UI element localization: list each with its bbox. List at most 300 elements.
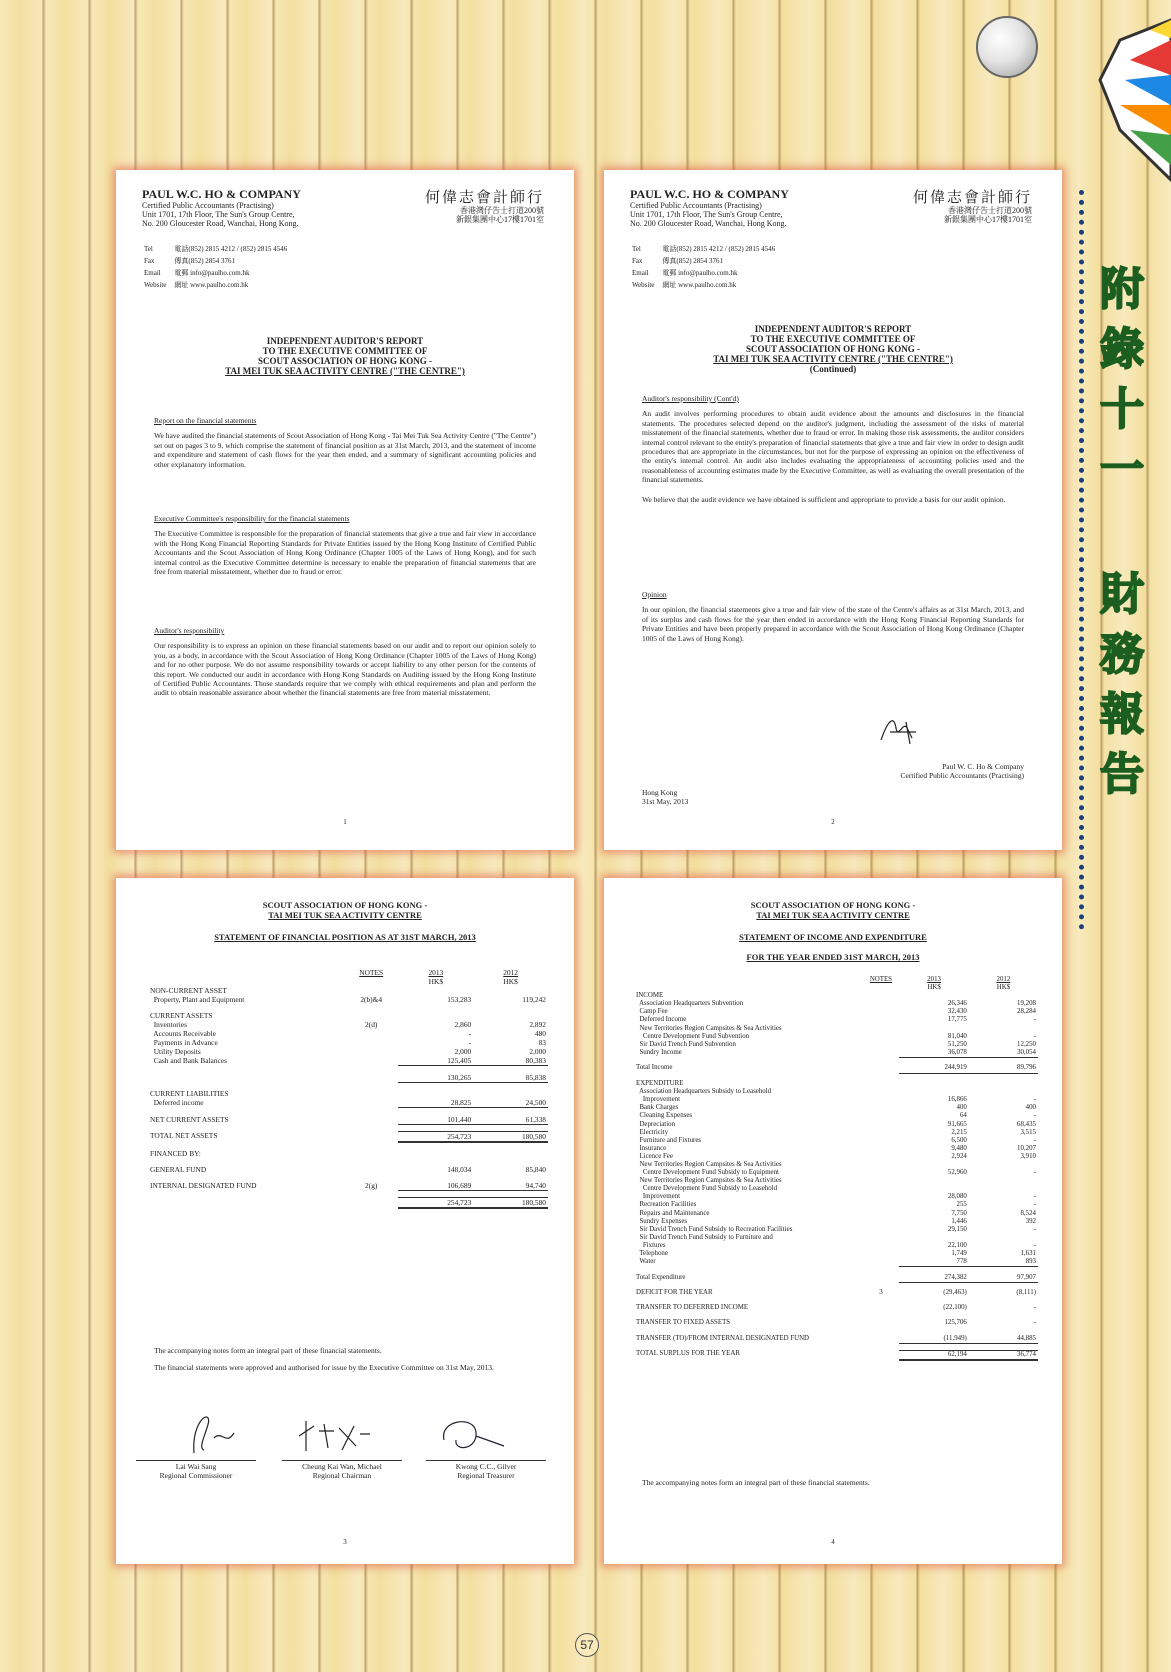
row-value-2012: -: [1033, 1225, 1036, 1233]
note-text: The accompanying notes form an integral part of these financial statements.: [642, 1478, 870, 1487]
table-row: [634, 1137, 1038, 1145]
dotted-divider: [1079, 190, 1084, 930]
row-value-2012: 180,580: [473, 1131, 548, 1142]
report-section: [642, 394, 1024, 504]
row-value-2013: 2,860: [454, 1020, 472, 1029]
row-label: [148, 1004, 344, 1011]
firm-cn-name: 何偉志會計師行: [912, 188, 1032, 206]
chairman-signature: [294, 1416, 374, 1456]
table-row: [148, 1098, 548, 1108]
signatory-name: Lai Wai Sang: [175, 1462, 217, 1471]
row-label: Recreation Facilities: [636, 1201, 697, 1209]
table-row: [634, 1289, 1038, 1297]
row-value-2012: [473, 1066, 548, 1073]
row-note: [344, 1142, 399, 1149]
row-value-2012: 1,631: [1020, 1250, 1036, 1257]
row-label: [634, 1312, 862, 1319]
row-value-2012: -: [1033, 1319, 1036, 1327]
row-value-2012: [969, 1328, 1038, 1335]
firm-name: PAUL W.C. HO & COMPANY: [142, 187, 301, 201]
row-label: Sundry Income: [636, 1048, 682, 1056]
row-value-2013: 125,405: [398, 1056, 473, 1066]
row-label: DEFICIT FOR THE YEAR: [636, 1289, 713, 1297]
row-value-2013: 9,480: [951, 1144, 967, 1152]
table-row: [148, 1190, 548, 1197]
table-row: [634, 1129, 1038, 1137]
table-row: [634, 1185, 1038, 1193]
row-value-2012: 119,242: [522, 995, 546, 1004]
col-2012: [473, 968, 548, 986]
row-label: [634, 1297, 862, 1304]
contact-label: Fax: [632, 257, 643, 265]
table-row: [634, 1057, 1038, 1064]
side-char: 一: [1100, 444, 1144, 495]
row-note: [862, 1242, 899, 1250]
row-value-2012: 12,250: [1017, 1040, 1036, 1048]
col-year: 2013: [428, 968, 444, 977]
row-value-2012: -: [1033, 1016, 1036, 1024]
row-value-2013: 106,689: [398, 1181, 473, 1191]
table-row: [634, 1226, 1038, 1234]
table-row: [634, 1343, 1038, 1350]
row-value-2013: 1,446: [951, 1217, 967, 1225]
row-note: [862, 1210, 899, 1218]
row-value-2012: [969, 1282, 1038, 1289]
row-label: FINANCED BY:: [150, 1148, 201, 1158]
row-value-2013: [398, 1011, 473, 1020]
row-value-2012: [969, 1234, 1038, 1242]
page-number: 4: [831, 1538, 835, 1546]
row-label: Cash and Bank Balances: [150, 1056, 227, 1065]
section-title: Report on the financial statements: [154, 416, 257, 425]
treasurer-signature: [434, 1410, 514, 1458]
row-label: TOTAL NET ASSETS: [150, 1131, 218, 1140]
row-label: TRANSFER TO FIXED ASSETS: [636, 1319, 731, 1327]
row-note: [862, 1201, 899, 1209]
table-row: [148, 1004, 548, 1011]
row-note: [862, 1258, 899, 1267]
table-row: [148, 1165, 548, 1174]
row-label: INCOME: [636, 992, 664, 1000]
table-row: [634, 1121, 1038, 1129]
row-value-2012: 28,284: [1017, 1008, 1036, 1016]
row-label: Centre Development Fund Subvention: [636, 1032, 750, 1040]
firm-line: No. 200 Gloucester Road, Wanchai, Hong Kong.: [630, 219, 787, 228]
row-value-2013: 26,346: [947, 1000, 967, 1008]
firm-line: Unit 1701, 17th Floor, The Sun's Group Centre,: [630, 210, 783, 219]
row-label: [634, 1057, 862, 1064]
row-label: [634, 1282, 862, 1289]
row-label: [148, 1174, 344, 1181]
table-row: [148, 1089, 548, 1098]
signatory-3: [426, 1460, 546, 1480]
row-note: [862, 1328, 899, 1335]
page-number: 2: [831, 818, 835, 826]
signatory-title: Regional Commissioner: [159, 1471, 233, 1480]
row-value-2012: 480: [534, 1029, 546, 1038]
report-section: [642, 590, 1024, 643]
row-label: TRANSFER (TO)/FROM INTERNAL DESIGNATED FUND: [636, 1334, 810, 1342]
row-value-2012: 80,383: [473, 1056, 548, 1066]
row-value-2012: [473, 1124, 548, 1131]
table-row: [634, 1016, 1038, 1024]
row-note: [862, 1312, 899, 1319]
heading-line: INDEPENDENT AUDITOR'S REPORT: [266, 336, 424, 346]
row-value-2012: [969, 1177, 1038, 1185]
row-label: Deferred Income: [636, 1016, 687, 1024]
row-label: TRANSFER TO DEFERRED INCOME: [636, 1304, 749, 1312]
row-value-2012: -: [1033, 1136, 1036, 1144]
row-label: [148, 1082, 344, 1089]
table-row: [634, 1177, 1038, 1185]
table-row: [634, 1088, 1038, 1096]
contact-label: Fax: [144, 257, 155, 265]
heading-line: SCOUT ASSOCIATION OF HONG KONG -: [745, 344, 921, 354]
row-value-2013: [398, 1149, 473, 1158]
row-value-2012: [473, 1011, 548, 1020]
row-note: [862, 1121, 899, 1129]
col-currency: HK$: [927, 984, 941, 992]
col-notes: NOTES: [359, 968, 384, 977]
row-value-2012: [969, 992, 1038, 1000]
row-note: 3: [879, 1289, 883, 1297]
row-value-2012: [473, 1190, 548, 1197]
heading-line: TAI MEI TUK SEA ACTIVITY CENTRE ("THE CENTRE"): [713, 354, 953, 364]
row-label: Centre Development Fund Subsidy to Leasehold: [636, 1185, 778, 1193]
row-label: Association Headquarters Subvention: [636, 1000, 744, 1008]
row-value-2012: 44,885: [969, 1335, 1038, 1344]
row-label: [148, 1190, 344, 1197]
row-value-2013: 28,080: [947, 1193, 967, 1201]
col-currency: HK$: [428, 977, 444, 986]
table-row: [148, 1038, 548, 1047]
row-note: [862, 1153, 899, 1161]
table-row: [634, 1193, 1038, 1201]
row-note: [862, 1064, 899, 1073]
row-note: [862, 1177, 899, 1185]
report-date: 31st May, 2013: [642, 797, 689, 806]
row-value-2012: 8,524: [1020, 1209, 1036, 1217]
table-row: [148, 1020, 548, 1029]
row-value-2012: 85,838: [473, 1073, 548, 1083]
row-value-2012: 97,907: [969, 1274, 1038, 1283]
table-row: [634, 1250, 1038, 1258]
row-value-2013: [899, 992, 969, 1000]
contact-label: Email: [632, 269, 649, 277]
table-row: [634, 1112, 1038, 1120]
row-value-2013: 1,749: [951, 1250, 967, 1257]
row-note: [862, 1193, 899, 1201]
table-row: [148, 1174, 548, 1181]
color-wheel-decoration: [1050, 0, 1171, 200]
section-text: In our opinion, the financial statements give a true and fair view of the state of the Centre's affairs as at 31st March, 2013, and of its surplus and cash flows for the year then ended in accordance with the Hong Kong Financial Reporting Standards for Private Entities and have been properly prepared in accordance with the Scout Association of Hong Kong Ordinance (Chapter 1005 of the Laws of Hong Kong).: [642, 605, 1024, 643]
side-char: 財: [1100, 569, 1144, 620]
table-row: [634, 1049, 1038, 1058]
row-label: Association Headquarters Subsidy to Leasehold: [636, 1088, 772, 1096]
side-char: 附: [1100, 264, 1144, 315]
row-label: Sir David Trench Fund Subsidy to Recreation Facilities: [636, 1225, 793, 1233]
heading-line: TO THE EXECUTIVE COMMITTEE OF: [750, 334, 916, 344]
row-value-2012: 3,515: [1020, 1128, 1036, 1136]
side-char: 告: [1100, 749, 1144, 800]
signer-title: Certified Public Accountants (Practising): [900, 771, 1024, 780]
row-note: [862, 1057, 899, 1064]
table-row: [634, 1041, 1038, 1049]
row-note: [344, 1089, 399, 1098]
table-row: [634, 1328, 1038, 1335]
row-value-2013: [398, 986, 473, 995]
col-2013: [398, 968, 473, 986]
contact-value: 電話(852) 2815 4212 / (852) 2815 4546: [662, 245, 776, 253]
table-row: [634, 1274, 1038, 1283]
col-year: 2012: [503, 968, 518, 977]
row-value-2013: [899, 1267, 969, 1274]
firm-cn-name: 何偉志會計師行: [424, 188, 544, 206]
note-text: The accompanying notes form an integral part of these financial statements.: [154, 1346, 382, 1355]
heading-line: SCOUT ASSOCIATION OF HONG KONG -: [262, 900, 428, 910]
row-note: [344, 1047, 399, 1056]
row-note: [344, 1066, 399, 1073]
note-text: The financial statements were approved and authorised for issue by the Executive Committee on 31st May, 2013.: [154, 1363, 494, 1373]
row-value-2013: 64: [959, 1112, 967, 1120]
report-section: [154, 514, 536, 576]
row-label: New Territories Region Campsites & Sea Activities: [636, 1177, 782, 1185]
row-label: Accounts Receivable: [150, 1029, 216, 1038]
firm-line: Certified Public Accountants (Practising): [630, 201, 762, 210]
table-row: [148, 1066, 548, 1073]
row-label: INTERNAL DESIGNATED FUND: [150, 1180, 257, 1190]
section-title: Executive Committee's responsibility for the financial statements: [154, 514, 350, 523]
row-note: [344, 1098, 399, 1108]
row-label: New Territories Region Campsites & Sea Activities: [636, 1024, 782, 1032]
row-value-2013: 2,000: [454, 1047, 472, 1056]
table-row: [634, 1153, 1038, 1161]
auditor-report-page-2: [604, 170, 1062, 850]
side-char: 錄: [1100, 324, 1144, 375]
row-value-2012: [969, 1297, 1038, 1304]
section-text: We believe that the audit evidence we have obtained is sufficient and appropriate to provide a basis for our audit opinion.: [642, 494, 1006, 504]
contact-value: 傳真(852) 2854 3761: [174, 257, 236, 265]
row-note: [862, 1000, 899, 1008]
col-2013: [899, 976, 969, 992]
contact-value: 網址 www.paulho.com.hk: [662, 281, 737, 289]
contact-label: Website: [632, 281, 655, 289]
row-value-2012: 2,000: [529, 1047, 546, 1056]
table-row: [634, 1161, 1038, 1169]
contact-value: 電郵 info@paulho.com.hk: [174, 269, 250, 277]
row-note: [862, 1025, 899, 1033]
section-title: Opinion: [642, 590, 667, 599]
row-label: Sundry Expenses: [636, 1217, 688, 1225]
row-value-2013: 28,825: [398, 1098, 473, 1108]
row-value-2012: -: [1033, 1304, 1036, 1312]
row-value-2012: [969, 1185, 1038, 1193]
signatory-name: Kwong C.C., Gilver: [455, 1462, 517, 1471]
row-value-2012: 10,207: [1017, 1144, 1036, 1152]
firm-cn-line: 新銀集團中心17樓1701室: [944, 215, 1032, 224]
row-note: [862, 1319, 899, 1327]
row-label: Electricity: [636, 1128, 669, 1136]
income-expenditure-page: [604, 878, 1062, 1564]
firm-cn-header: [913, 188, 1032, 224]
signatory-1: [136, 1460, 256, 1480]
heading-line: SCOUT ASSOCIATION OF HONG KONG -: [750, 900, 916, 910]
firm-contact: [630, 242, 783, 292]
statement-notes: [154, 1346, 536, 1373]
row-label: [148, 1073, 344, 1083]
row-value-2013: [899, 1297, 969, 1304]
section-text: We have audited the financial statements of Scout Association of Hong Kong - Tai Mei Tuk Sea Activity Centre ("The Centre") set out on pages 3 to 9, which comprise the statement of financial position as at 31st March, 2013, and the statement of income and expenditure and statement of cash flows for the year then ended, and a summary of significant accounting policies and other explanatory information.: [154, 431, 536, 469]
row-note: [862, 1112, 899, 1120]
row-note: [862, 1282, 899, 1289]
row-value-2013: 148,034: [447, 1164, 472, 1174]
row-value-2012: 94,740: [473, 1181, 548, 1191]
row-value-2013: [398, 1190, 473, 1197]
row-value-2013: [899, 1343, 969, 1350]
firm-cn-line: 新銀集團中心17樓1701室: [456, 215, 544, 224]
row-value-2012: 36,774: [969, 1350, 1038, 1360]
row-value-2012: -: [1033, 1112, 1036, 1120]
firm-line: Unit 1701, 17th Floor, The Sun's Group Centre,: [142, 210, 295, 219]
contact-label: Website: [144, 281, 167, 289]
financial-position-table: [148, 968, 548, 1209]
row-value-2012: [473, 1142, 548, 1149]
row-note: [862, 1073, 899, 1080]
row-label: [634, 1267, 862, 1274]
section-text: Our responsibility is to express an opinion on these financial statements based on our audit and to report our opinion solely to you, as a body, in accordance with the Scout Association of Hong Kong Ordinance (Chapter 1005 of the Laws of Hong Kong) and for no other purpose. We do not assume responsibility towards or accept liability to any other person for the contents of this report. We conducted our audit in accordance with Hong Kong Standards on Auditing issued by the Hong Kong Institute of Certified Public Accountants. Those standards require that we comply with ethical requirements and plan and perform the audit to obtain reasonable assurance about whether the financial statements are free from material misstatement.: [154, 641, 536, 698]
firm-line: No. 200 Gloucester Road, Wanchai, Hong Kong.: [142, 219, 299, 228]
contact-value: 傳真(852) 2854 3761: [662, 257, 724, 265]
row-value-2012: 2,892: [529, 1020, 546, 1029]
commissioner-signature: [174, 1408, 254, 1458]
row-value-2013: 244,919: [899, 1064, 969, 1073]
row-note: [862, 1343, 899, 1350]
table-row: [634, 1218, 1038, 1226]
row-label: Water: [636, 1258, 656, 1266]
row-value-2012: 85,840: [525, 1164, 546, 1174]
row-note: 2(d): [365, 1020, 378, 1029]
row-note: [862, 1274, 899, 1283]
row-label: Sir David Trench Fund Subsidy to Furniture and: [636, 1233, 773, 1241]
table-row: [634, 1267, 1038, 1274]
table-row: [148, 1181, 548, 1191]
row-label: EXPENDITURE: [636, 1080, 684, 1088]
row-note: [862, 1096, 899, 1104]
row-value-2013: -: [468, 1029, 472, 1038]
table-row: [148, 986, 548, 995]
contact-label: Tel: [632, 245, 641, 253]
row-value-2012: 83: [538, 1038, 546, 1047]
firm-contact: [142, 242, 295, 292]
row-note: [862, 1033, 899, 1041]
heading-line: TO THE EXECUTIVE COMMITTEE OF: [262, 346, 428, 356]
row-note: [344, 1073, 399, 1083]
row-label: NET CURRENT ASSETS: [150, 1114, 229, 1124]
row-value-2013: [398, 1066, 473, 1073]
row-label: New Territories Region Campsites & Sea Activities: [636, 1160, 782, 1168]
row-label: TOTAL SURPLUS FOR THE YEAR: [636, 1350, 740, 1358]
financial-position-page: [116, 878, 574, 1564]
row-label: [148, 1197, 344, 1208]
row-value-2012: [473, 1004, 548, 1011]
row-value-2013: [899, 1080, 969, 1088]
row-value-2012: [473, 1149, 548, 1158]
table-row: [634, 1242, 1038, 1250]
firm-line: Certified Public Accountants (Practising): [142, 201, 274, 210]
row-value-2012: 24,500: [473, 1098, 548, 1108]
table-row: [634, 1282, 1038, 1289]
row-value-2012: 19,208: [1017, 1000, 1036, 1008]
row-value-2013: 6,500: [951, 1136, 967, 1144]
row-note: [862, 1016, 899, 1024]
table-row: [634, 1312, 1038, 1319]
row-note: [862, 1137, 899, 1145]
row-label: CURRENT ASSETS: [150, 1011, 213, 1020]
row-value-2013: [398, 1004, 473, 1011]
row-note: [862, 1250, 899, 1258]
row-value-2012: 30,054: [969, 1049, 1038, 1058]
table-row: [634, 1304, 1038, 1312]
row-note: [344, 1190, 399, 1197]
row-value-2012: [969, 1025, 1038, 1033]
row-value-2013: [398, 1124, 473, 1131]
row-label: Sir David Trench Fund Subvention: [636, 1040, 736, 1048]
table-row: [634, 1064, 1038, 1073]
row-note: [344, 1029, 399, 1038]
row-value-2013: [899, 1025, 969, 1033]
row-value-2012: [969, 1343, 1038, 1350]
statement-heading: [116, 900, 574, 942]
heading-line: STATEMENT OF INCOME AND EXPENDITURE: [739, 932, 927, 942]
report-section: [154, 626, 536, 698]
row-label: CURRENT LIABILITIES: [150, 1089, 229, 1098]
heading-line: (Continued): [809, 364, 857, 374]
row-value-2012: [969, 1161, 1038, 1169]
table-row: [634, 1297, 1038, 1304]
row-value-2013: [398, 1158, 473, 1165]
table-row: [634, 1000, 1038, 1008]
table-row: [148, 1158, 548, 1165]
row-note: [862, 1218, 899, 1226]
signatory-title: Regional Chairman: [312, 1471, 372, 1480]
row-note: [862, 1267, 899, 1274]
row-value-2013: [398, 1089, 473, 1098]
row-value-2013: 16,866: [947, 1096, 967, 1104]
row-note: [344, 1011, 399, 1020]
row-label: Telephone: [636, 1250, 668, 1257]
row-label: Furniture and Fixtures: [636, 1136, 702, 1144]
row-value-2012: [969, 1088, 1038, 1096]
row-value-2013: 62,194: [899, 1350, 969, 1360]
firm-header: [630, 188, 789, 228]
row-note: [344, 1115, 399, 1125]
report-place-date: [642, 788, 688, 806]
row-note: 2(g): [365, 1180, 378, 1190]
col-notes: NOTES: [869, 976, 893, 983]
table-row: [148, 1073, 548, 1083]
row-note: 2(b)&4: [360, 995, 383, 1004]
table-row: [634, 1169, 1038, 1177]
table-row: [634, 1335, 1038, 1344]
table-row: [634, 1258, 1038, 1267]
row-label: Improvement: [636, 1096, 681, 1104]
signatory-name: Cheung Kai Wan, Michael: [302, 1462, 382, 1471]
row-label: Inventories: [150, 1020, 187, 1029]
row-value-2013: 91,665: [947, 1120, 967, 1128]
row-note: [344, 1197, 399, 1208]
row-value-2013: [899, 1185, 969, 1193]
side-char: 報: [1100, 689, 1144, 740]
